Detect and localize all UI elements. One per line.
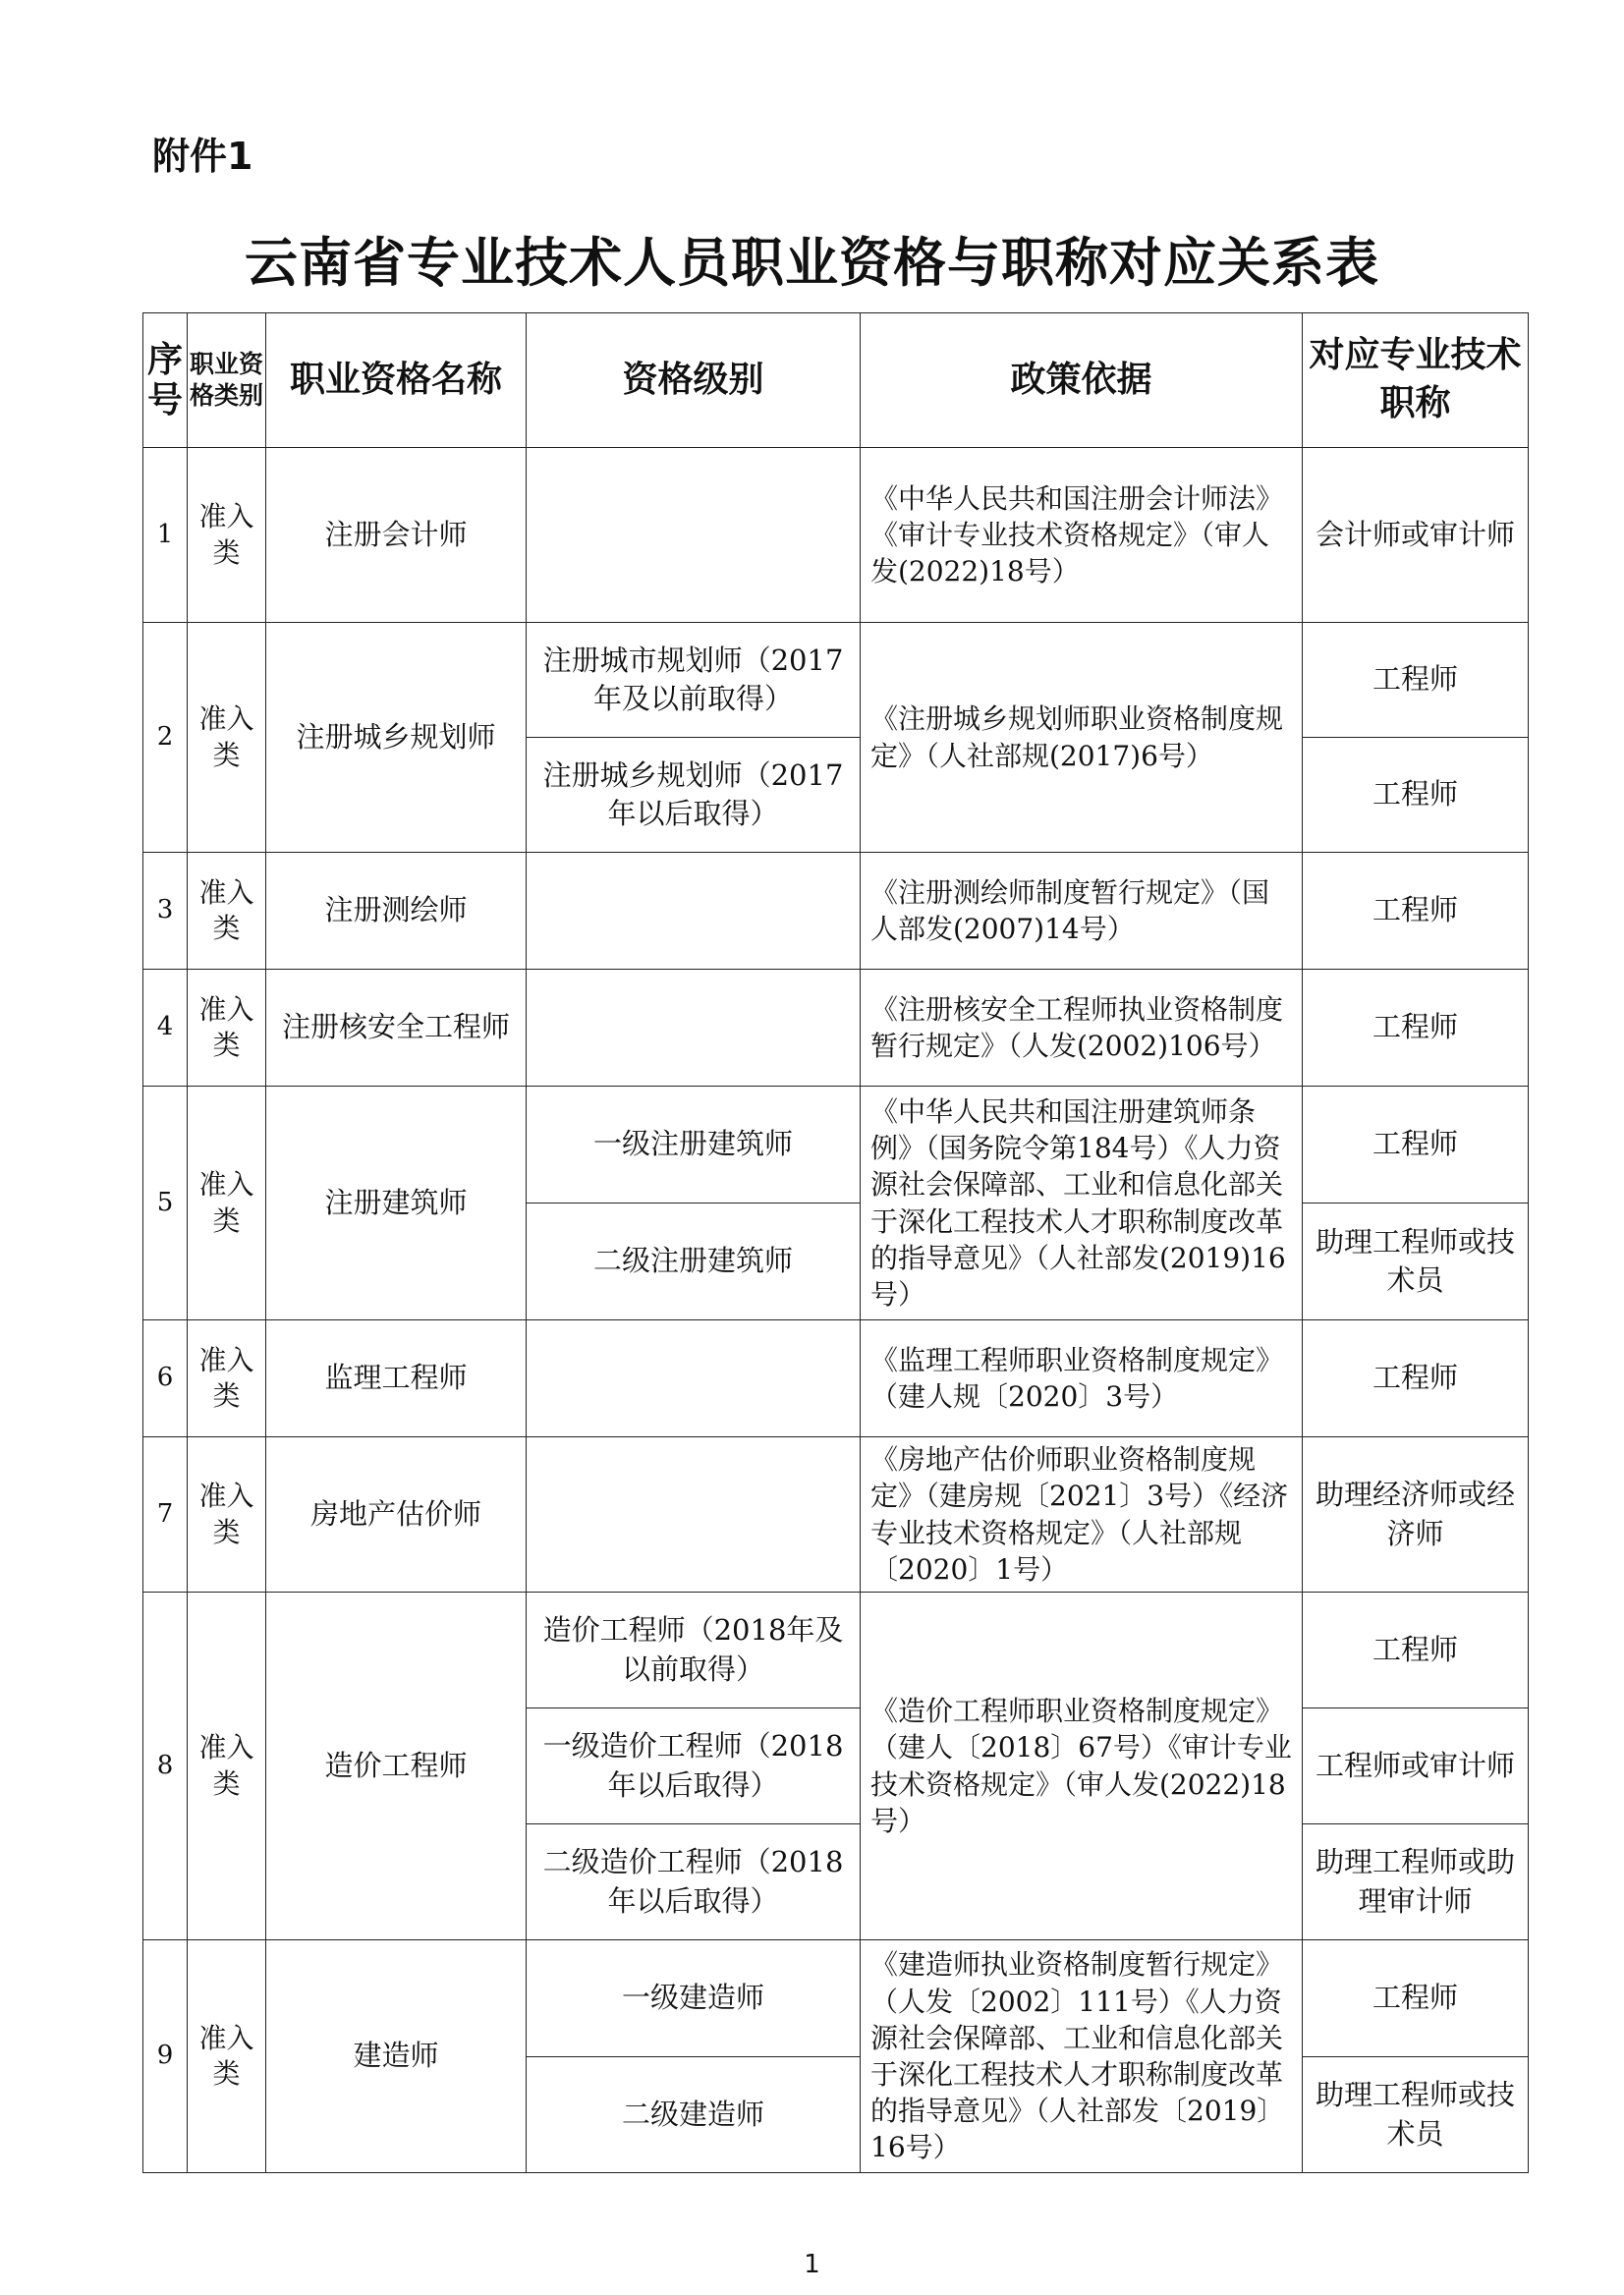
cell-title: 工程师或审计师: [1303, 1708, 1529, 1824]
cell-policy: 《造价工程师职业资格制度规定》（建人〔2018〕67号）《审计专业技术资格规定》（审人发(2022)18号）: [861, 1593, 1303, 1940]
table-row: [143, 448, 1529, 623]
cell-level: 注册城乡规划师（2017年以后取得）: [527, 738, 861, 853]
table-header-row: [143, 313, 1529, 448]
cell-category: 准入类: [188, 853, 266, 970]
cell-level: 造价工程师（2018年及以前取得）: [527, 1593, 861, 1708]
header-policy: 政策依据: [861, 313, 1303, 448]
cell-title: 工程师: [1303, 1593, 1529, 1708]
cell-seq: 4: [143, 970, 188, 1087]
cell-title: 会计师或审计师: [1303, 448, 1529, 623]
cell-seq: 8: [143, 1593, 188, 1940]
cell-level: 一级造价工程师（2018年以后取得）: [527, 1708, 861, 1824]
cell-level: [527, 1437, 861, 1593]
cell-policy: 《监理工程师职业资格制度规定》（建人规〔2020〕3号）: [861, 1320, 1303, 1437]
table-row: [143, 623, 1529, 738]
header-category: 职业资格类别: [188, 313, 266, 448]
cell-title: 助理工程师或助理审计师: [1303, 1824, 1529, 1940]
cell-title: 工程师: [1303, 970, 1529, 1087]
cell-name: 注册测绘师: [266, 853, 527, 970]
cell-policy: 《中华人民共和国注册建筑师条例》（国务院令第184号）《人力资源社会保障部、工业和信息化部关于深化工程技术人才职称制度改革的指导意见》（人社部发(2019)16号）: [861, 1087, 1303, 1320]
header-name: 职业资格名称: [266, 313, 527, 448]
table-row: [143, 1087, 1529, 1203]
cell-policy: 《中华人民共和国注册会计师法》《审计专业技术资格规定》（审人发(2022)18号）: [861, 448, 1303, 623]
cell-name: 注册城乡规划师: [266, 623, 527, 853]
cell-title: 工程师: [1303, 1940, 1529, 2057]
cell-policy: 《注册核安全工程师执业资格制度暂行规定》（人发(2002)106号）: [861, 970, 1303, 1087]
cell-name: 注册建筑师: [266, 1087, 527, 1320]
cell-level: [527, 448, 861, 623]
qualification-table: [142, 312, 1529, 2173]
cell-level: [527, 970, 861, 1087]
cell-level: 二级建造师: [527, 2057, 861, 2173]
table-row: [143, 1437, 1529, 1593]
cell-seq: 2: [143, 623, 188, 853]
cell-seq: 7: [143, 1437, 188, 1593]
cell-level: 一级注册建筑师: [527, 1087, 861, 1203]
cell-title: 助理工程师或技术员: [1303, 2057, 1529, 2173]
cell-policy: 《注册城乡规划师职业资格制度规定》（人社部规(2017)6号）: [861, 623, 1303, 853]
cell-category: 准入类: [188, 1087, 266, 1320]
cell-name: 注册会计师: [266, 448, 527, 623]
cell-title: 工程师: [1303, 853, 1529, 970]
table-row: [143, 1940, 1529, 2057]
cell-category: 准入类: [188, 1940, 266, 2173]
cell-level: [527, 1320, 861, 1437]
cell-policy: 《建造师执业资格制度暂行规定》（人发〔2002〕111号）《人力资源社会保障部、工业和信息化部关于深化工程技术人才职称制度改革的指导意见》（人社部发〔2019〕16号）: [861, 1940, 1303, 2173]
header-level: 资格级别: [527, 313, 861, 448]
cell-name: 房地产估价师: [266, 1437, 527, 1593]
cell-level: [527, 853, 861, 970]
table-row: [143, 1593, 1529, 1708]
cell-name: 监理工程师: [266, 1320, 527, 1437]
page-title: 云南省专业技术人员职业资格与职称对应关系表: [245, 232, 1379, 294]
cell-category: 准入类: [188, 448, 266, 623]
cell-title: 助理经济师或经济师: [1303, 1437, 1529, 1593]
attachment-label: 附件1: [152, 135, 253, 178]
cell-name: 注册核安全工程师: [266, 970, 527, 1087]
cell-level: 一级建造师: [527, 1940, 861, 2057]
cell-title: 工程师: [1303, 738, 1529, 853]
cell-level: 注册城市规划师（2017年及以前取得）: [527, 623, 861, 738]
cell-name: 建造师: [266, 1940, 527, 2173]
cell-category: 准入类: [188, 1437, 266, 1593]
page-number: 1: [804, 2250, 820, 2279]
cell-seq: 6: [143, 1320, 188, 1437]
header-title: 对应专业技术职称: [1303, 313, 1529, 448]
cell-category: 准入类: [188, 1593, 266, 1940]
cell-policy: 《房地产估价师职业资格制度规定》（建房规〔2021〕3号）《经济专业技术资格规定》（人社部规〔2020〕1号）: [861, 1437, 1303, 1593]
table-row: [143, 853, 1529, 970]
cell-name: 造价工程师: [266, 1593, 527, 1940]
cell-policy: 《注册测绘师制度暂行规定》（国人部发(2007)14号）: [861, 853, 1303, 970]
cell-seq: 9: [143, 1940, 188, 2173]
cell-title: 助理工程师或技术员: [1303, 1203, 1529, 1320]
cell-seq: 5: [143, 1087, 188, 1320]
cell-category: 准入类: [188, 970, 266, 1087]
cell-category: 准入类: [188, 623, 266, 853]
cell-level: 二级注册建筑师: [527, 1203, 861, 1320]
cell-category: 准入类: [188, 1320, 266, 1437]
table-row: [143, 970, 1529, 1087]
cell-level: 二级造价工程师（2018年以后取得）: [527, 1824, 861, 1940]
cell-title: 工程师: [1303, 1320, 1529, 1437]
header-seq: 序号: [143, 313, 188, 448]
cell-seq: 3: [143, 853, 188, 970]
table-row: [143, 1320, 1529, 1437]
cell-title: 工程师: [1303, 1087, 1529, 1203]
cell-title: 工程师: [1303, 623, 1529, 738]
cell-seq: 1: [143, 448, 188, 623]
